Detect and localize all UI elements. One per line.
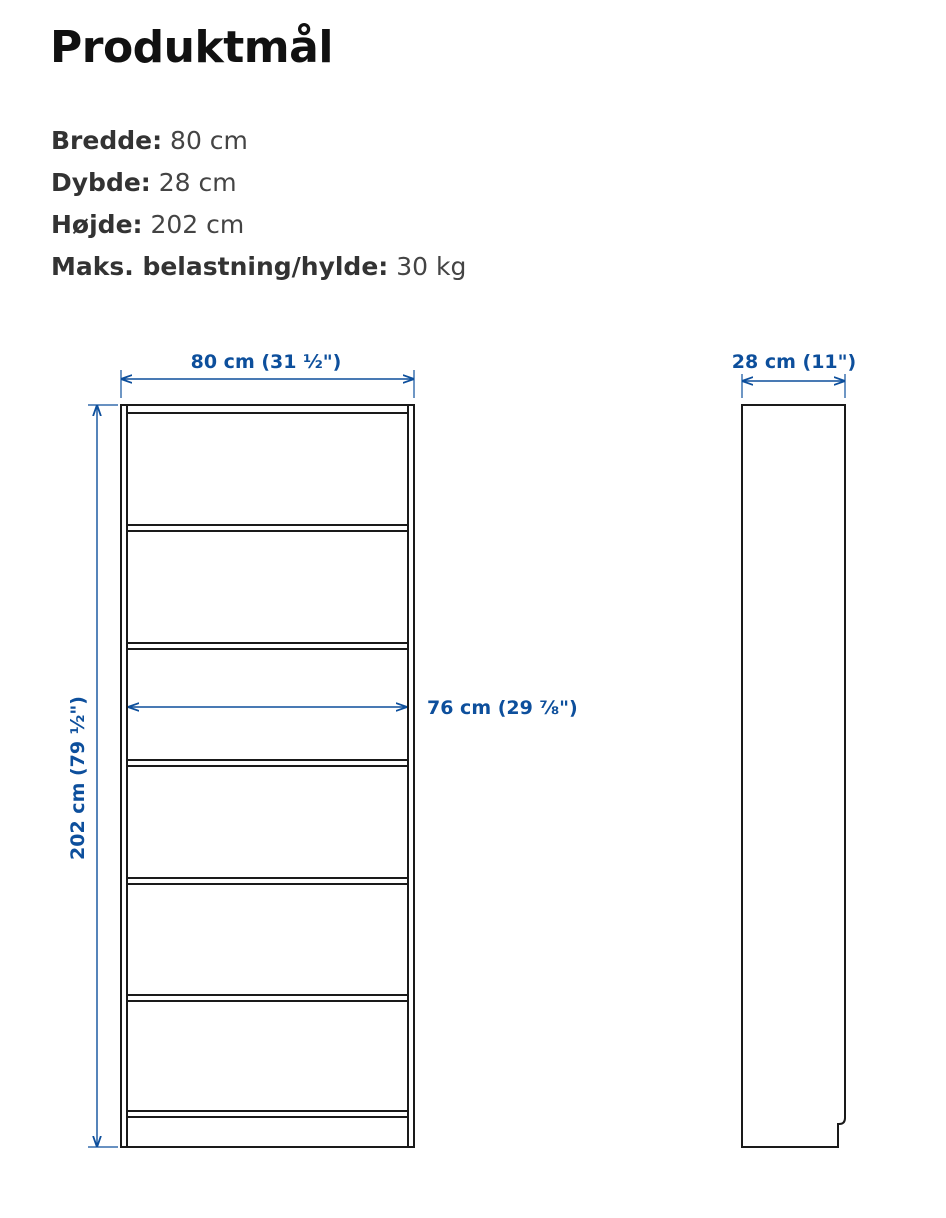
spec-value: 202 cm	[150, 210, 245, 239]
spec-label: Bredde:	[51, 126, 163, 155]
spec-label: Højde:	[51, 210, 143, 239]
height-dimension-label: 202 cm (79 ½")	[67, 696, 89, 860]
spec-label: Maks. belastning/hylde:	[51, 252, 389, 281]
spec-label: Dybde:	[51, 168, 151, 197]
top-board	[127, 405, 408, 413]
bookcase-side-view	[742, 405, 845, 1147]
shelf	[127, 878, 408, 884]
side-panel-outline	[742, 405, 845, 1147]
shelf	[127, 995, 408, 1001]
height-dimension	[67, 405, 118, 1147]
right-side-panel	[408, 405, 414, 1147]
bookcase-front-view	[121, 405, 414, 1147]
left-side-panel	[121, 405, 127, 1147]
inner-width-dimension-label: 76 cm (29 ⅞")	[427, 697, 578, 719]
spec-value: 30 kg	[396, 252, 467, 281]
inner-width-dimension	[129, 697, 578, 719]
depth-dimension	[732, 351, 856, 398]
spec-value: 80 cm	[170, 126, 248, 155]
shelf	[127, 760, 408, 766]
bottom-shelf	[127, 1111, 408, 1117]
width-dimension	[121, 351, 414, 398]
spec-value: 28 cm	[158, 168, 237, 197]
shelf	[127, 525, 408, 531]
page-title: Produktmål	[50, 22, 333, 73]
width-dimension-label: 80 cm (31 ½")	[190, 351, 342, 373]
shelf	[127, 643, 408, 649]
depth-dimension-label: 28 cm (11")	[731, 351, 857, 373]
